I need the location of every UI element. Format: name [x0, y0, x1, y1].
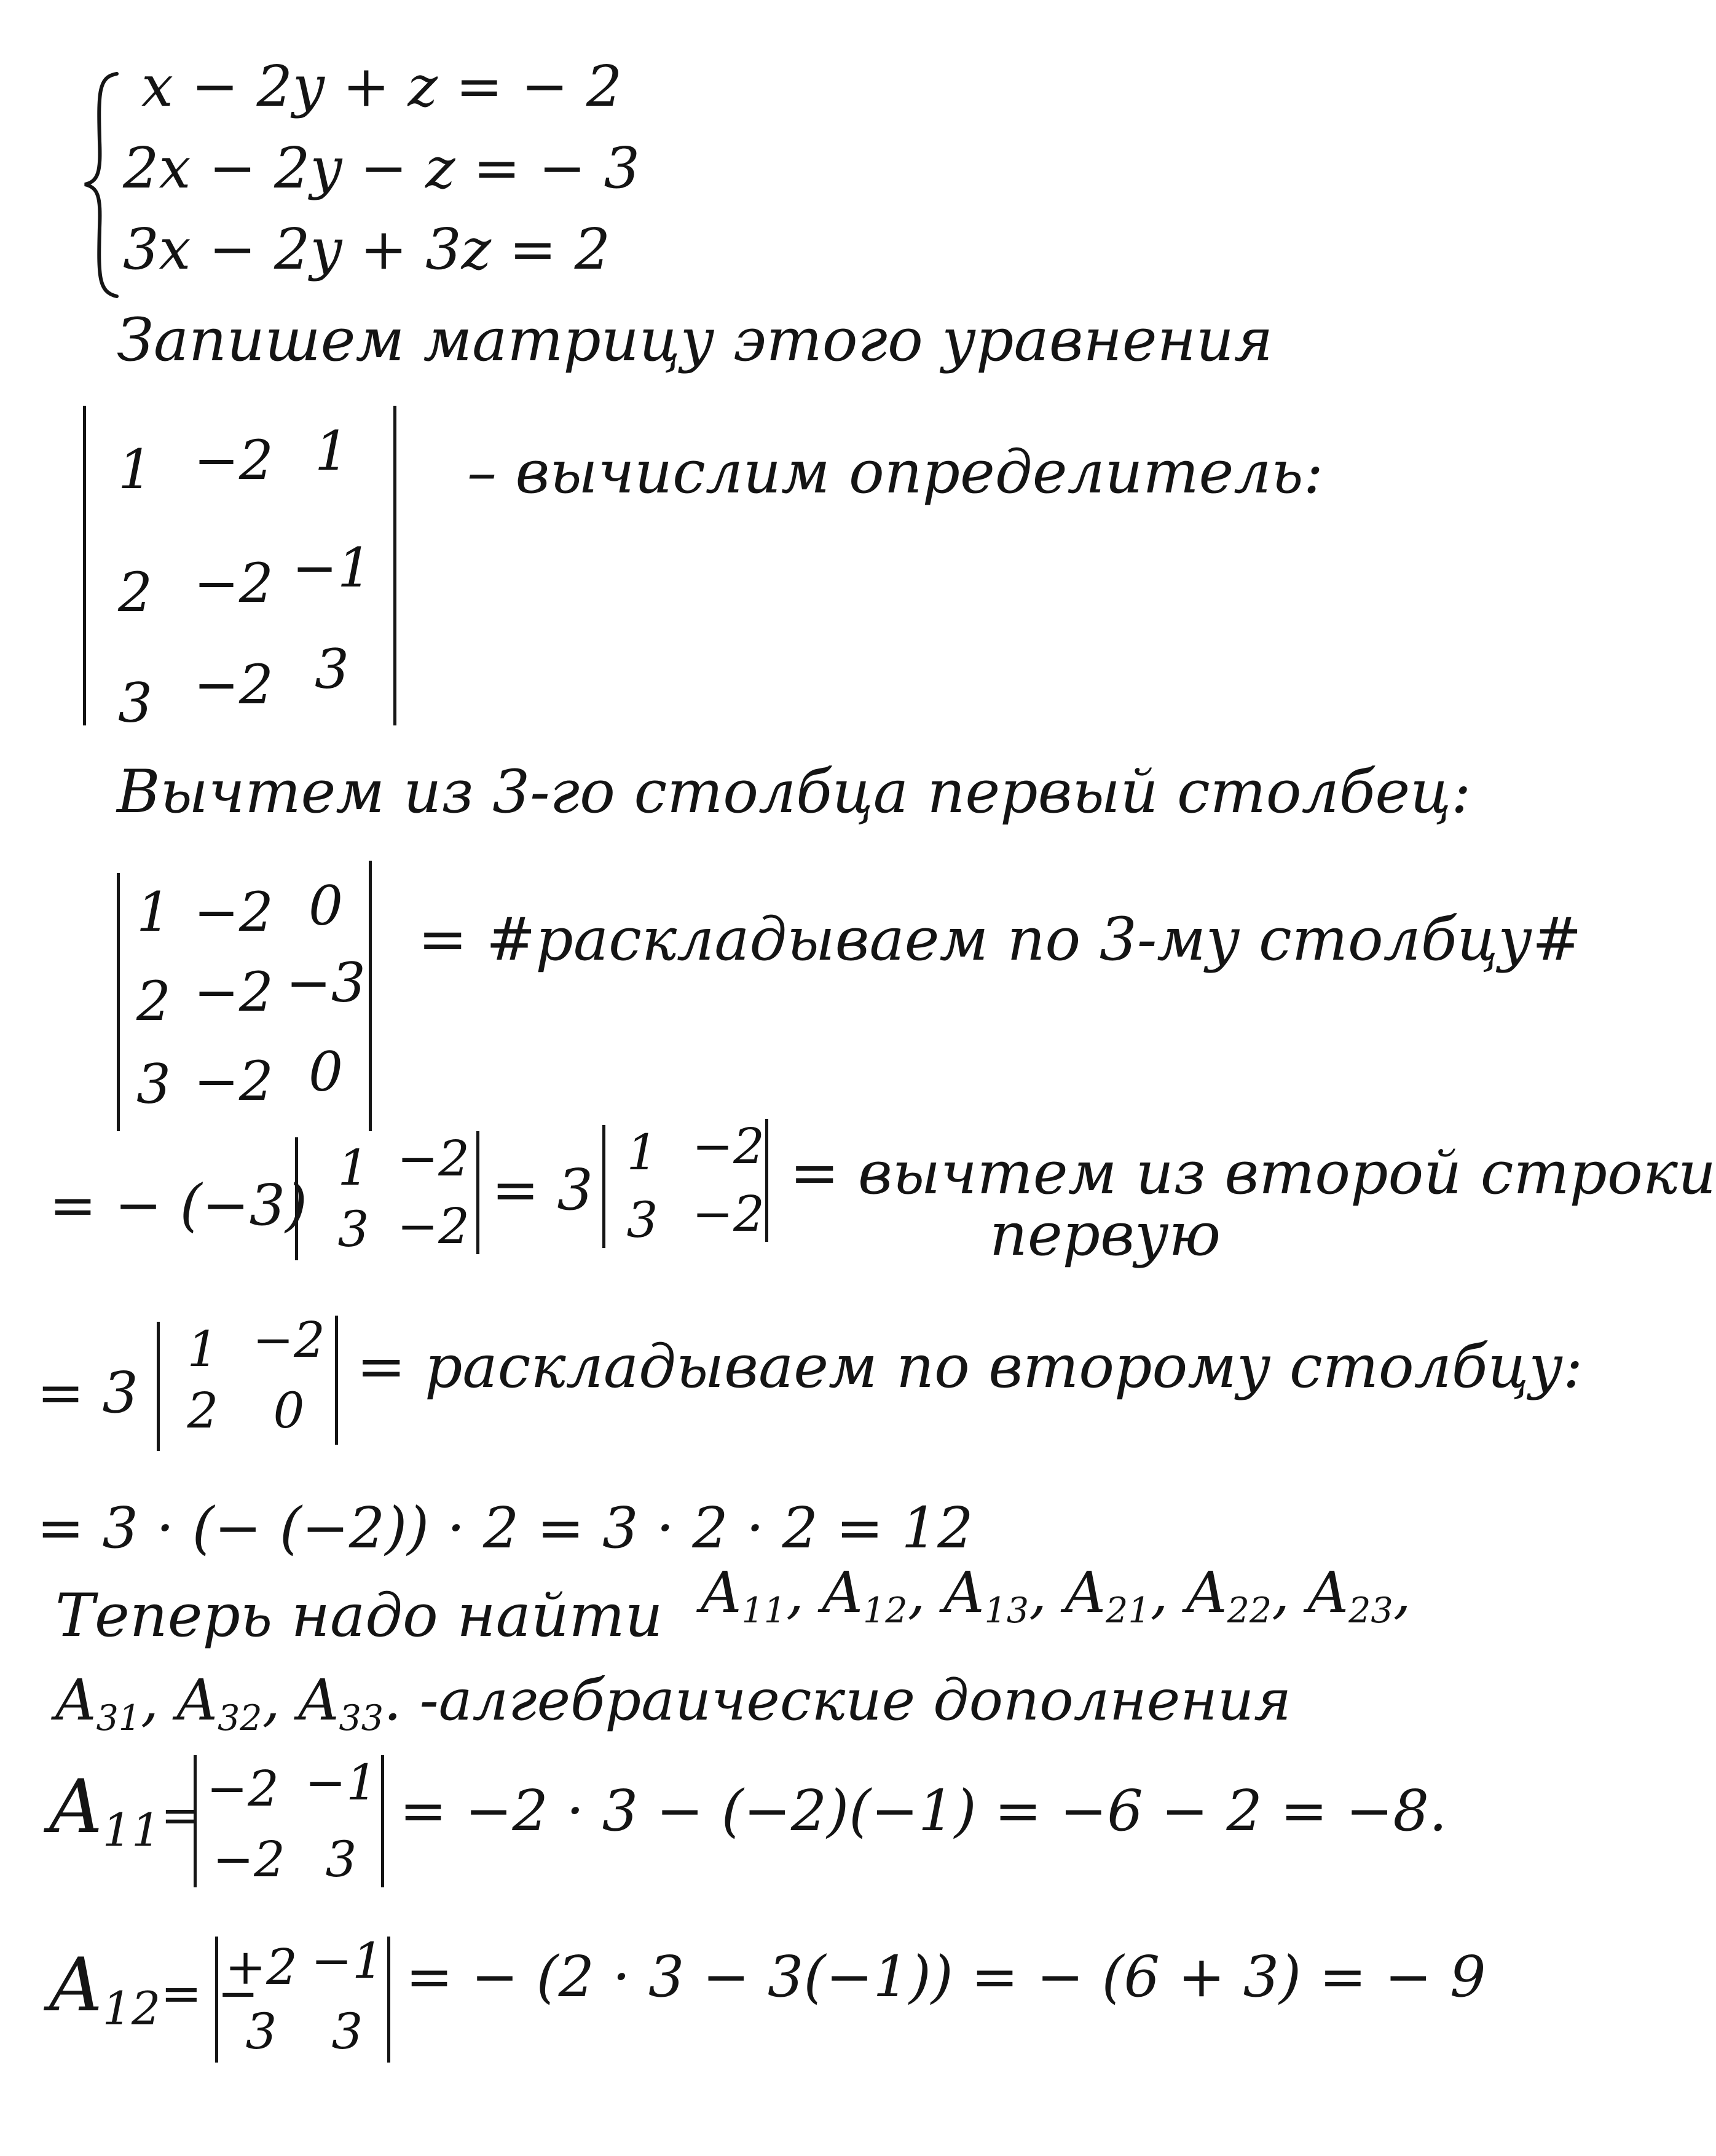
subtract-step-text: Вычтем из 3-го столбца первый столбец: — [117, 757, 1471, 826]
det2-cell: −2 — [194, 880, 274, 944]
minor2-cell: −2 — [692, 1185, 765, 1242]
det2-cell: 3 — [136, 1052, 171, 1116]
a12-label: $A_{12}=$ − — [49, 1943, 259, 2036]
det1-right-bar — [393, 406, 396, 725]
det2-cell: 1 — [136, 880, 171, 944]
det2-cell: −3 — [286, 951, 366, 1014]
cofactor-tail: . -алгебраические дополнения — [384, 1667, 1291, 1733]
cofactor-list-line-2: $A_{31}$, $A_{32}$, $A_{33}$. -алгебраические дополнения — [55, 1667, 1291, 1739]
a12-calc: = − (2 · 3 − 3(−1)) = − (6 + 3) = − 9 — [406, 1944, 1486, 2010]
det1-cell: −1 — [292, 536, 372, 599]
reduced-cell: −2 — [253, 1311, 325, 1368]
a12-cell: +2 — [225, 1938, 297, 1996]
a11-cell: −2 — [213, 1831, 285, 1888]
reduced-cell: 1 — [187, 1321, 219, 1378]
a12-cell: 3 — [331, 2003, 363, 2060]
reduced-prefix: = 3 — [37, 1360, 138, 1426]
expansion-note-line-2: первую — [990, 1200, 1221, 1269]
reduced-note: = раскладываем по второму столбцу: — [356, 1332, 1583, 1401]
minor1-cell: −2 — [397, 1198, 470, 1255]
reduced-right-bar — [335, 1316, 338, 1445]
a11-right-bar — [381, 1755, 384, 1887]
det1-note: – вычислим определитель: — [467, 438, 1324, 507]
system-brace — [80, 68, 123, 301]
minor2-cell: −2 — [692, 1118, 765, 1175]
minor1-cell: −2 — [397, 1130, 470, 1187]
det1-cell: 3 — [315, 638, 349, 701]
minor2-cell: 3 — [626, 1191, 658, 1249]
cofactor-list-line-1: $A_{11}$, $A_{12}$, $A_{13}$, $A_{21}$, $A_{22}$, $A_{23}$, — [701, 1560, 1411, 1632]
det1-cell: −2 — [194, 551, 274, 615]
det1-cell: −2 — [194, 428, 274, 492]
a11-cell: 3 — [325, 1831, 357, 1888]
a11-label: $A_{11}=$ — [49, 1764, 202, 1857]
a12-right-bar — [387, 1937, 390, 2063]
cofactor-intro-text: Теперь надо найти — [55, 1581, 663, 1650]
expansion-prefix: = − (−3) — [49, 1172, 308, 1238]
reduced-cell: 0 — [273, 1382, 305, 1439]
a11-calc: = −2 · 3 − (−2)(−1) = −6 − 2 = −8. — [399, 1778, 1447, 1844]
det2-cell: 0 — [309, 1040, 343, 1104]
a12-cell: 3 — [245, 2003, 277, 2060]
minor1-left-bar — [295, 1137, 298, 1260]
system-equation-2: 2x − 2y − z = − 3 — [123, 135, 640, 201]
det2-cell: 2 — [136, 969, 171, 1033]
system-equation-3: 3x − 2y + 3z = 2 — [123, 216, 611, 282]
det1-cell: 1 — [315, 419, 349, 483]
minor1-cell: 3 — [337, 1201, 369, 1258]
det2-cell: −2 — [194, 960, 274, 1024]
minor2-cell: 1 — [626, 1124, 658, 1181]
det1-cell: 2 — [118, 561, 152, 624]
det2-cell: 0 — [309, 874, 343, 938]
expansion-note-line-1: = вычтем из второй строки — [790, 1139, 1716, 1207]
det1-cell: 3 — [118, 671, 152, 735]
det2-cell: −2 — [194, 1049, 274, 1113]
minor1-cell: 1 — [337, 1139, 369, 1196]
minor1-right-bar — [476, 1131, 479, 1254]
reduced-cell: 2 — [187, 1382, 219, 1439]
det1-cell: −2 — [194, 653, 274, 716]
result-line: = 3 · (− (−2)) · 2 = 3 · 2 · 2 = 12 — [37, 1495, 974, 1561]
matrix-intro-text: Запишем матрицу этого уравнения — [117, 306, 1273, 374]
system-equation-1: x − 2y + z = − 2 — [141, 53, 623, 119]
a12-cell: −1 — [311, 1932, 384, 1989]
det2-note: = #раскладываем по 3-му столбцу# — [418, 905, 1582, 974]
det1-cell: 1 — [118, 438, 152, 501]
minor2-right-bar — [765, 1119, 768, 1242]
a11-cell: −2 — [207, 1760, 279, 1817]
a11-cell: −1 — [305, 1754, 377, 1811]
expansion-mid: = 3 — [492, 1157, 593, 1223]
